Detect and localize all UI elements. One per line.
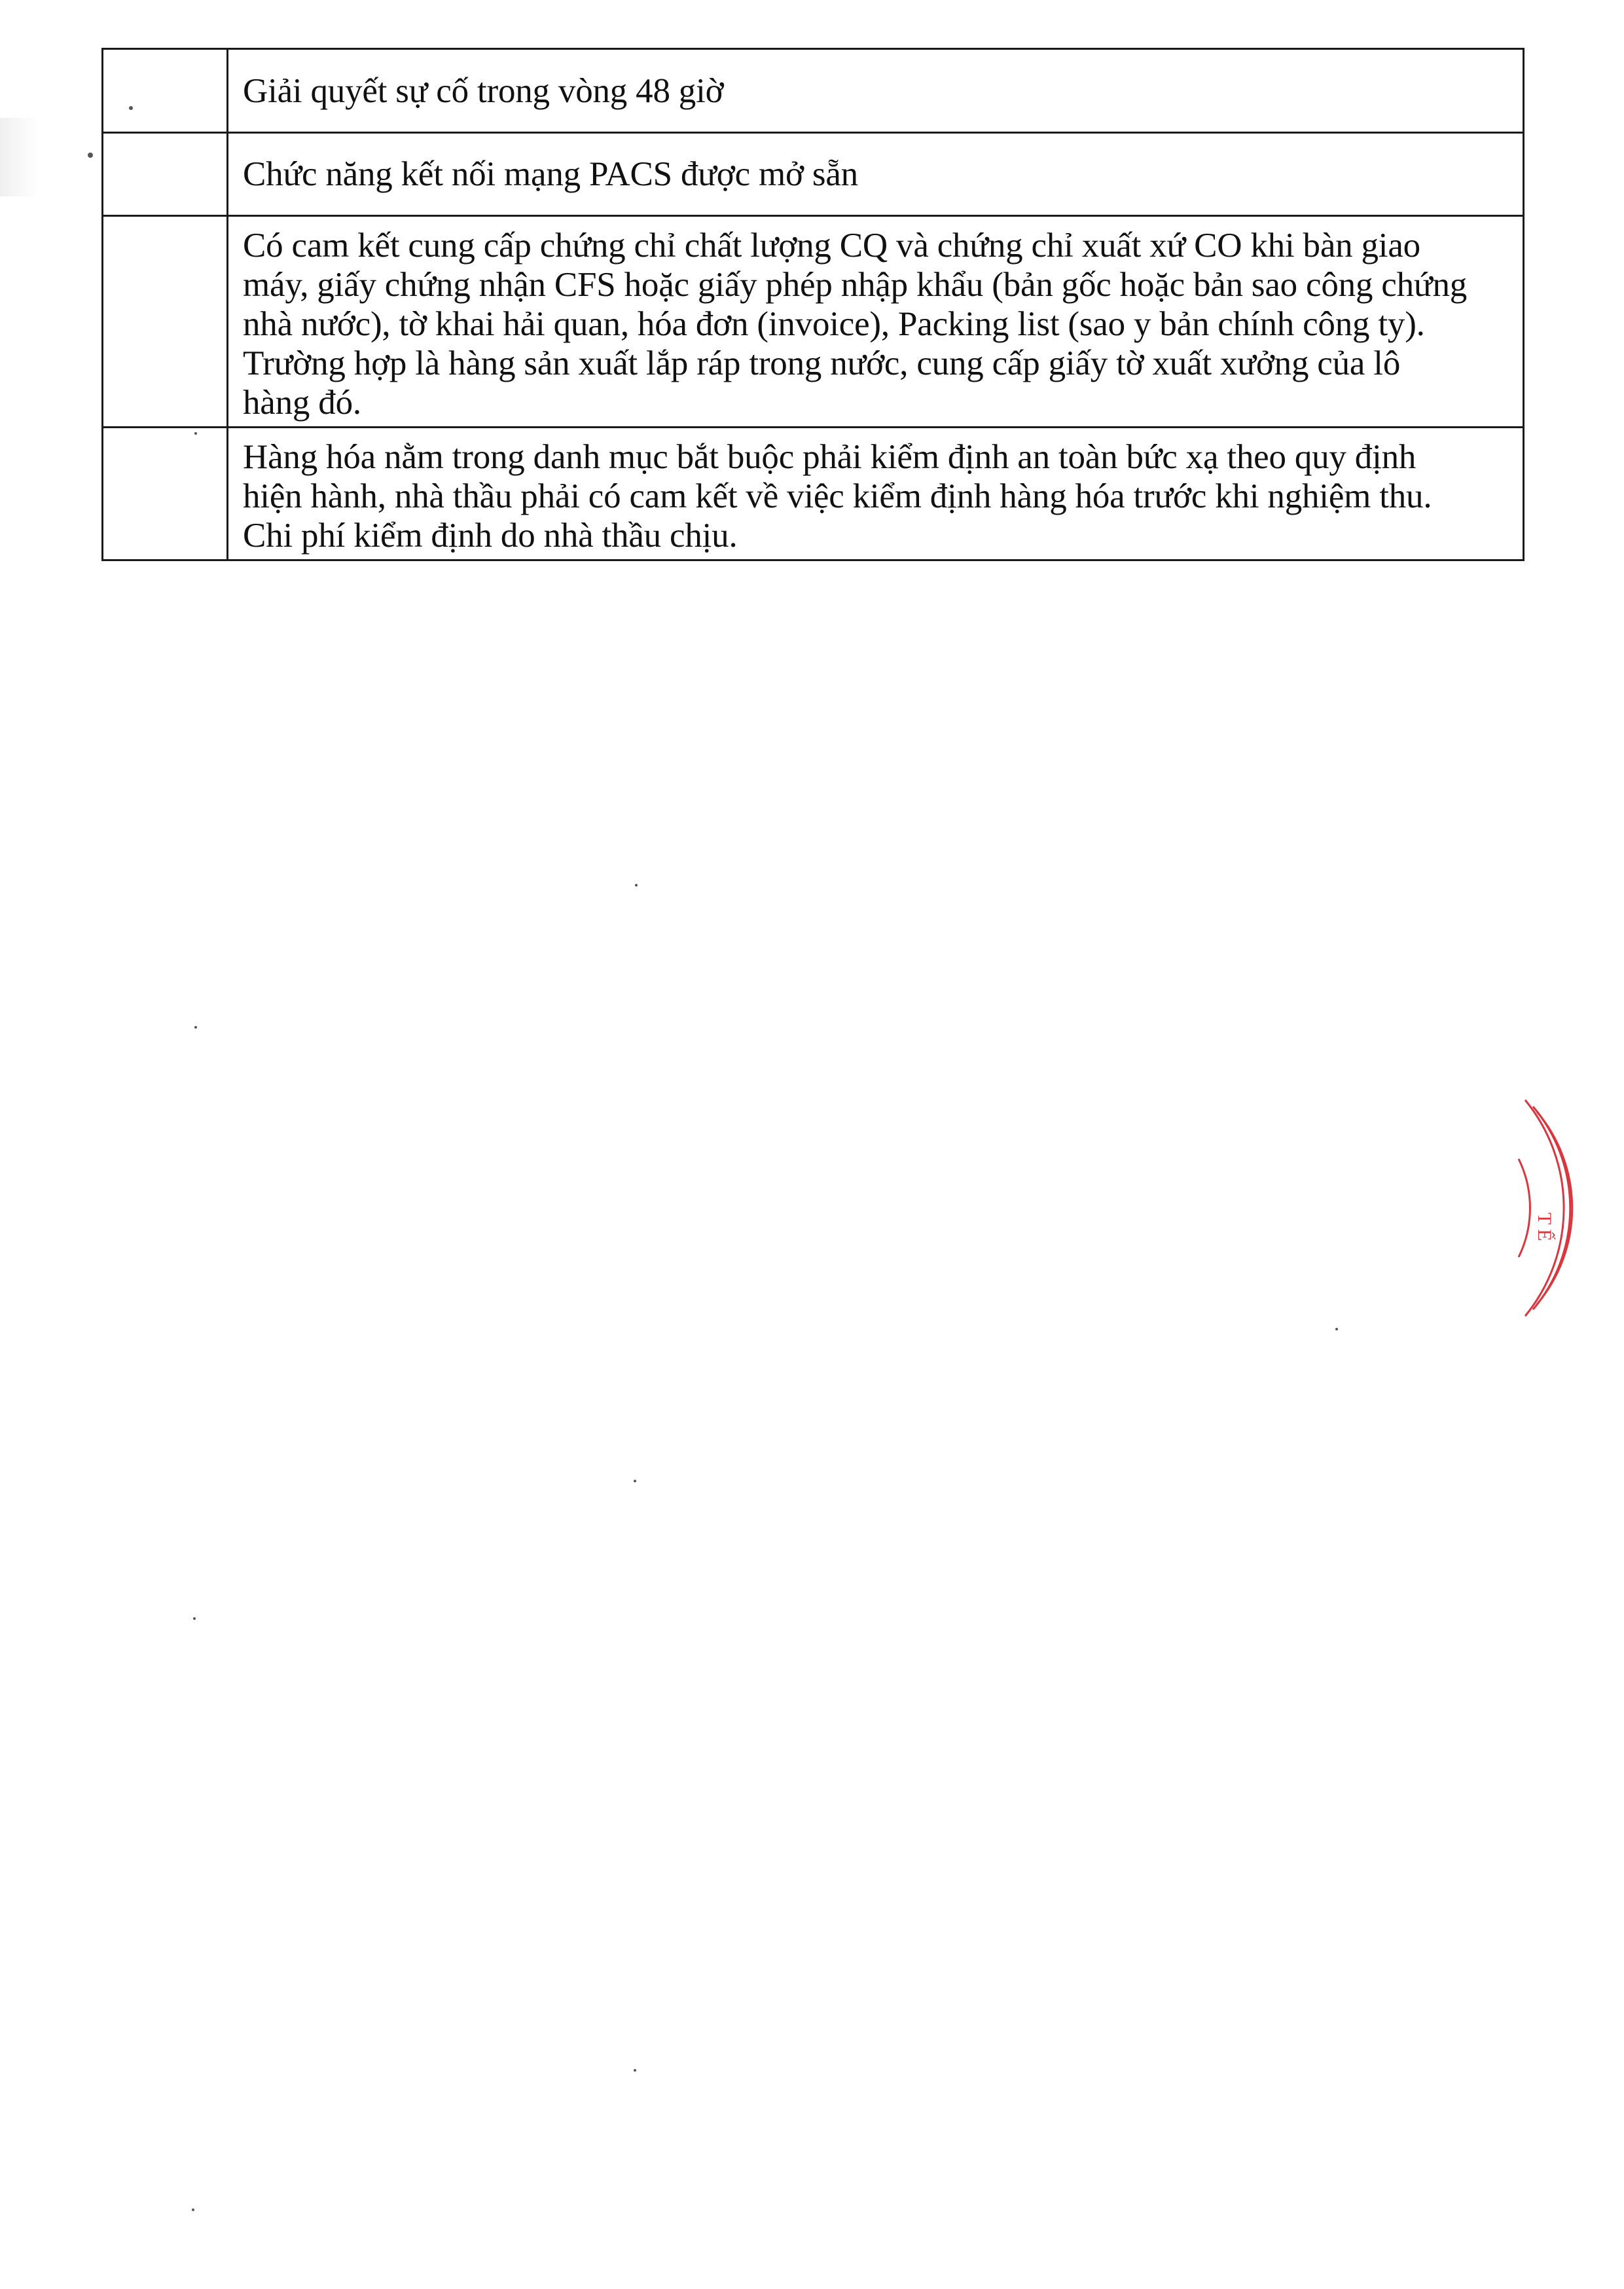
scan-speck xyxy=(193,1617,196,1620)
row-number-cell xyxy=(103,428,228,560)
row-number-cell xyxy=(103,133,228,216)
requirement-text: Có cam kết cung cấp chứng chỉ chất lượng CQ và chứng chỉ xuất xứ CO khi bàn giao máy, giấy chứng nhận CFS hoặc giấy phép nhập khẩu (bản gốc hoặc bản sao công chứng nhà nước), tờ khai hải quan, hóa đơn (invoice), Packing list (sao y bản chính công ty). Trường hợp là hàng sản xuất lắp ráp trong nước, cung cấp giấy tờ xuất xưởng của lô hàng đó. xyxy=(243,227,1468,422)
scan-edge-shadow xyxy=(0,118,39,196)
red-seal-stamp-fragment xyxy=(1499,1093,1591,1323)
stamp-text: T Ế xyxy=(1534,1213,1555,1241)
row-text-cell xyxy=(228,49,1524,133)
row-text-cell xyxy=(228,133,1524,216)
scan-speck xyxy=(194,432,197,435)
scan-speck xyxy=(194,1026,197,1029)
scan-speck xyxy=(634,1480,636,1482)
row-number-cell xyxy=(103,49,228,133)
table-row xyxy=(103,49,1524,133)
scan-speck xyxy=(634,2069,636,2072)
row-text-cell xyxy=(228,428,1524,560)
scan-speck xyxy=(1335,1328,1338,1330)
scan-speck xyxy=(88,153,93,158)
requirements-table xyxy=(101,48,1525,561)
requirement-text: Chức năng kết nối mạng PACS được mở sẵn xyxy=(243,155,858,193)
requirement-text: Hàng hóa nằm trong danh mục bắt buộc phải kiểm định an toàn bức xạ theo quy định hiện hành, nhà thầu phải có cam kết về việc kiểm định hàng hóa trước khi nghiệm thu. Chi phí kiểm định do nhà thầu chịu. xyxy=(243,438,1432,555)
table-row xyxy=(103,216,1524,428)
row-text-cell xyxy=(228,216,1524,428)
scan-speck xyxy=(192,2208,194,2211)
scan-speck xyxy=(129,106,133,110)
table-row xyxy=(103,133,1524,216)
requirement-text: Giải quyết sự cố trong vòng 48 giờ xyxy=(243,71,724,110)
scan-speck xyxy=(635,884,638,887)
table-row xyxy=(103,428,1524,560)
row-number-cell xyxy=(103,216,228,428)
stamp-rings xyxy=(1519,1100,1572,1316)
